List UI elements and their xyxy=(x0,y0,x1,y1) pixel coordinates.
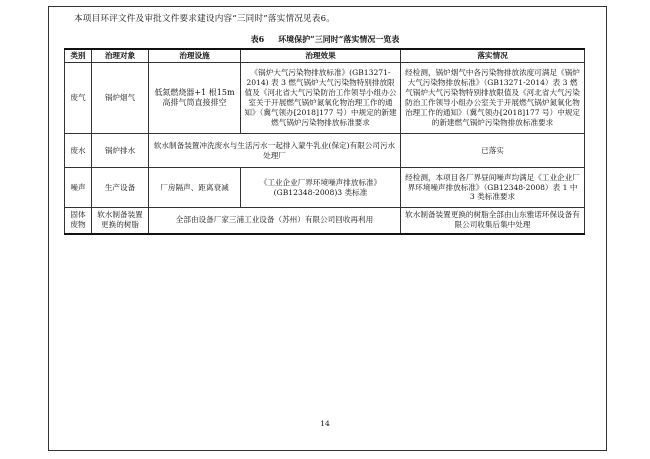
intro-paragraph: 本项目环评文件及审批文件要求建设内容“三同时”落实情况见表6。 xyxy=(74,14,336,24)
cell-facility-effect-merged: 软水制备装置冲洗废水与生活污水一起排入蒙牛乳业(保定)有限公司污水处理厂 xyxy=(149,134,401,168)
cell-target: 生产设备 xyxy=(92,168,149,208)
cell-facility: 厂房隔声、距离衰减 xyxy=(149,168,241,208)
table-header-row xyxy=(65,49,585,63)
table-title: 环境保护“三同时”落实情况一览表 xyxy=(278,34,400,44)
cell-status: 经检测，本项目各厂界昼间噪声均满足《工业企业厂界环境噪声排放标准》（GB12348-2008）表 1 中 3 类标准要求 xyxy=(401,168,585,208)
header-facility: 治理设施 xyxy=(149,49,241,63)
cell-facility: 低氮燃烧器+1 根15m高排气筒直接排空 xyxy=(149,63,241,134)
table-row xyxy=(65,168,585,208)
table-row xyxy=(65,208,585,234)
three-simultaneous-table xyxy=(64,48,585,235)
table-row xyxy=(65,63,585,134)
cell-category: 固体废物 xyxy=(65,208,92,234)
header-category: 类别 xyxy=(65,49,92,63)
header-effect: 治理效果 xyxy=(241,49,401,63)
table-number: 表6 xyxy=(250,34,265,44)
cell-effect: 《工业企业厂界环境噪声排放标准》(GB12348-2008)3 类标准 xyxy=(241,168,401,208)
cell-facility-effect-merged: 全部由设备厂家三浦工业设备（苏州）有限公司回收再利用 xyxy=(149,208,401,234)
cell-status: 经检测，锅炉烟气中各污染物排放浓度可满足《锅炉大气污染物排放标准》（GB13271-2014）表 3 燃气锅炉大气污染物特别排放限值及《河北省大气污染防治工作领导小组办公室关于开展燃气锅炉氮氧化物治理工作的通知》（冀气领办[2018]177 号）中规定的新建燃气锅炉污染物排放标准要求 xyxy=(401,63,585,134)
table-row xyxy=(65,134,585,168)
cell-status: 已落实 xyxy=(401,134,585,168)
cell-effect: 《锅炉大气污染物排放标准》(GB13271-2014) 表 3 燃气锅炉大气污染物特别排放限值及《河北省大气污染防治工作领导小组办公室关于开展燃气锅炉氮氧化物治理工作的通知》（冀气领办[2018]177 号）中规定的新建燃气锅炉污染物排放标准要求 xyxy=(241,63,401,134)
page-number: 14 xyxy=(320,419,330,428)
header-target: 治理对象 xyxy=(92,49,149,63)
cell-target: 锅炉烟气 xyxy=(92,63,149,134)
cell-target: 锅炉排水 xyxy=(92,134,149,168)
cell-category: 废水 xyxy=(65,134,92,168)
cell-status: 软水制备装置更换的树脂全部由山东雅诺环保设备有限公司收集后集中处理 xyxy=(401,208,585,234)
cell-category: 噪声 xyxy=(65,168,92,208)
header-status: 落实情况 xyxy=(401,49,585,63)
cell-category: 废气 xyxy=(65,63,92,134)
cell-target: 软水制备装置更换的树脂 xyxy=(92,208,149,234)
table-caption xyxy=(0,34,650,45)
